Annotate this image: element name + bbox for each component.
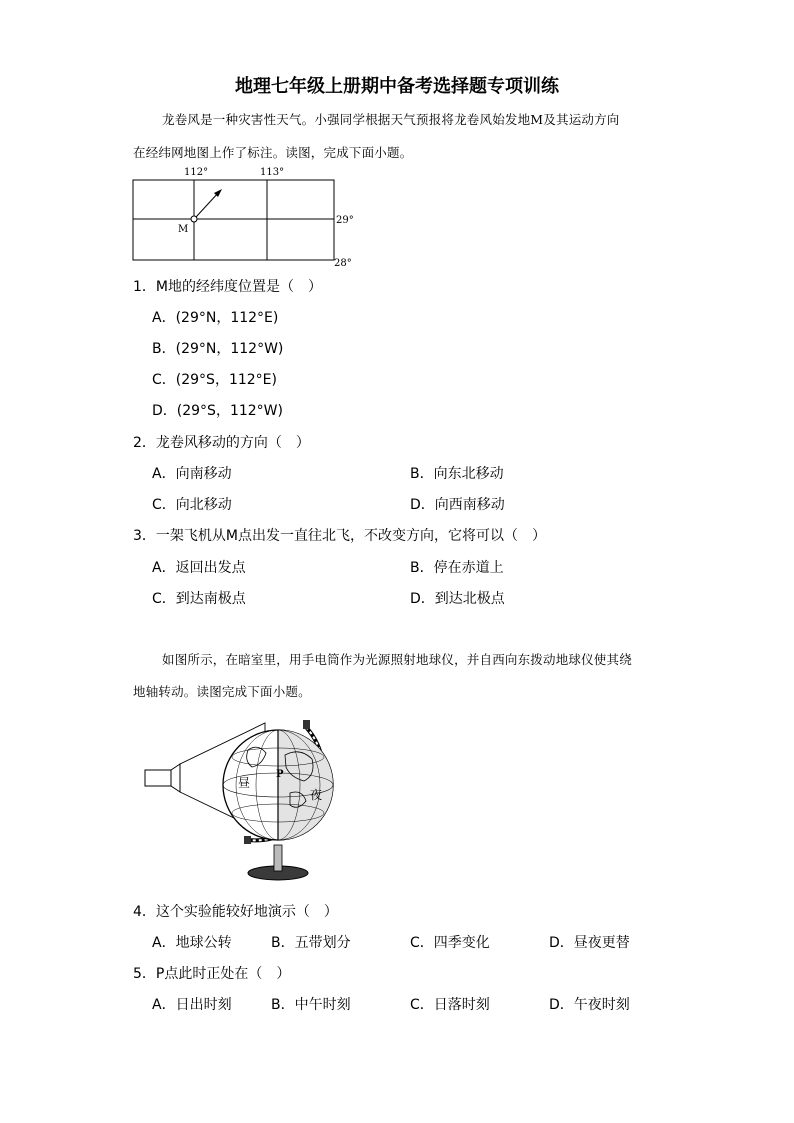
question-1-option-d[interactable]: D．(29°S，112°W) — [152, 403, 283, 419]
lat-lon-grid-map — [130, 162, 360, 272]
question-4-stem: 4．这个实验能较好地演示（ ） — [133, 904, 338, 920]
question-1-stem: 1．M地的经纬度位置是（ ） — [133, 279, 322, 295]
question-1-option-c[interactable]: C．(29°S，112°E) — [152, 372, 277, 388]
question-4-option-b[interactable]: B．五带划分 — [271, 935, 351, 951]
lat-label-28: 28° — [334, 258, 352, 269]
point-m-label: M — [178, 224, 189, 235]
section2-intro-line2: 地轴转动。读图完成下面小题。 — [133, 684, 311, 699]
question-1-option-b[interactable]: B．(29°N，112°W) — [152, 341, 284, 357]
question-1-option-a[interactable]: A．(29°N，112°E) — [152, 310, 279, 326]
tornado-direction-arrow — [196, 192, 219, 217]
map-frame — [133, 180, 334, 260]
question-4-option-a[interactable]: A．地球公转 — [152, 935, 232, 951]
question-5-option-c[interactable]: C．日落时刻 — [410, 997, 490, 1013]
globe-flashlight-illustration — [140, 715, 360, 885]
question-4-option-c[interactable]: C．四季变化 — [410, 935, 490, 951]
question-5-stem: 5．P点此时正处在（ ） — [133, 966, 291, 982]
question-2-option-d[interactable]: D．向西南移动 — [410, 497, 505, 513]
globe-bottom-pivot — [244, 836, 251, 844]
question-5-option-a[interactable]: A．日出时刻 — [152, 997, 232, 1013]
page-title: 地理七年级上册期中备考选择题专项训练 — [235, 76, 559, 97]
section1-intro-line2: 在经纬网地图上作了标注。读图，完成下面小题。 — [133, 145, 413, 160]
question-2-stem: 2．龙卷风移动的方向（ ） — [133, 435, 310, 451]
night-label: 夜 — [310, 788, 323, 802]
question-2-option-c[interactable]: C．向北移动 — [152, 497, 232, 513]
question-5-option-b[interactable]: B．中午时刻 — [271, 997, 351, 1013]
question-3-option-b[interactable]: B．停在赤道上 — [410, 560, 504, 576]
globe-stand-post — [274, 845, 282, 871]
question-2-option-a[interactable]: A．向南移动 — [152, 466, 232, 482]
day-label: 昼 — [238, 776, 251, 790]
question-3-option-a[interactable]: A．返回出发点 — [152, 560, 246, 576]
question-3-option-d[interactable]: D．到达北极点 — [410, 591, 505, 607]
point-p-label: P — [276, 769, 284, 780]
globe-top-pivot — [303, 720, 310, 729]
globe-night-side — [278, 730, 333, 840]
lon-label-113: 113° — [260, 167, 285, 178]
question-3-option-c[interactable]: C．到达南极点 — [152, 591, 246, 607]
question-2-option-b[interactable]: B．向东北移动 — [410, 466, 504, 482]
question-5-option-d[interactable]: D．午夜时刻 — [549, 997, 630, 1013]
question-3-stem: 3．一架飞机从M点出发一直往北飞，不改变方向，它将可以（ ） — [133, 528, 546, 544]
section2-intro-line1: 如图所示，在暗室里，用手电筒作为光源照射地球仪，并自西向东拨动地球仪使其绕 — [162, 652, 632, 667]
lat-label-29: 29° — [336, 215, 354, 226]
flashlight-icon — [145, 764, 180, 792]
question-4-option-d[interactable]: D．昼夜更替 — [549, 935, 630, 951]
lon-label-112: 112° — [184, 167, 209, 178]
section1-intro-line1: 龙卷风是一种灾害性天气。小强同学根据天气预报将龙卷风始发地M及其运动方向 — [162, 112, 620, 127]
